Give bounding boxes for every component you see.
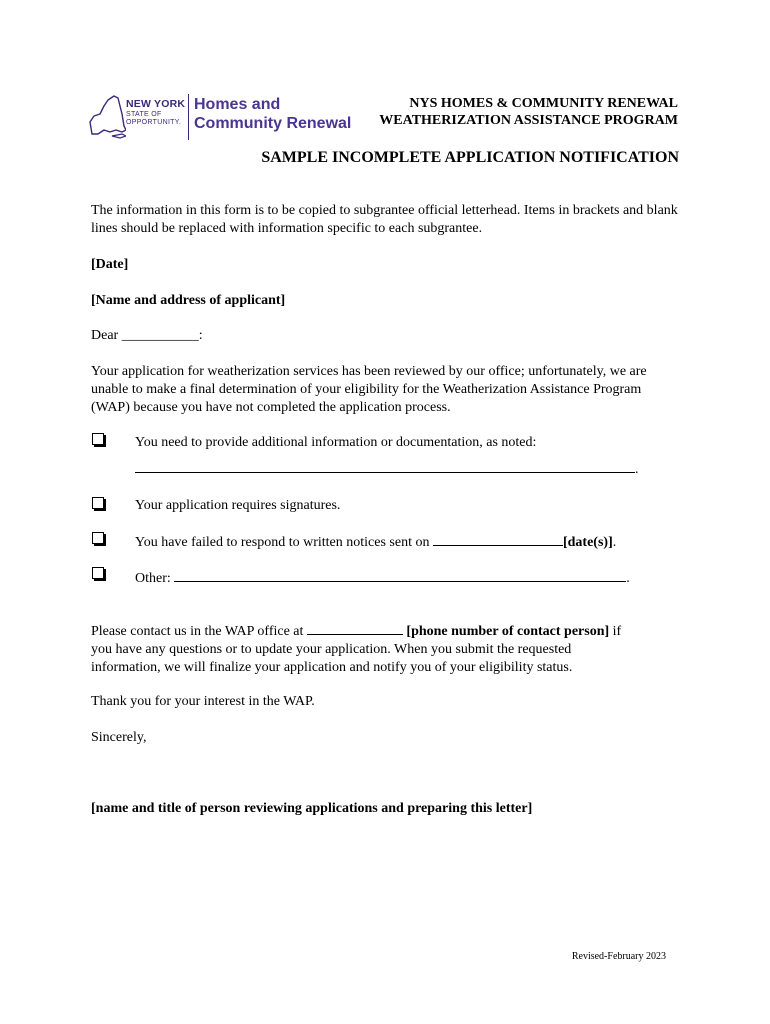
greeting: Dear ___________:: [91, 328, 203, 343]
revision-date: Revised-February 2023: [571, 951, 666, 962]
dates-placeholder: [date(s)]: [562, 535, 613, 550]
contact-line-3: information, we will finalize your application and notify you of your eligibility status.: [91, 660, 573, 675]
notes-blank-line: .: [135, 459, 639, 479]
other-blank-line: [174, 568, 626, 582]
logo-divider: [188, 94, 189, 140]
checklist-item-additional-info: You need to provide additional information or documentation, as noted:: [135, 435, 537, 450]
checklist-item-signatures: Your application requires signatures.: [135, 498, 341, 513]
contact-if: if: [612, 624, 622, 639]
checklist-item-other: Other: .: [135, 568, 630, 588]
applicant-placeholder: [Name and address of applicant]: [91, 293, 286, 308]
contact-text: Please contact us in the WAP office at: [91, 624, 304, 639]
other-label: Other:: [135, 571, 171, 586]
contact-paragraph: [91, 621, 681, 677]
checkbox-signatures[interactable]: [92, 497, 104, 509]
contact-line-2: you have any questions or to update your application. When you submit the requested: [91, 642, 572, 657]
agency-header: [379, 95, 678, 129]
failed-respond-text: You have failed to respond to written notices sent on: [135, 535, 430, 550]
review-paragraph: Your application for weatherization services has been reviewed by our office; unfortunately, we are unable to make a final determination of your eligibility for the Weatherization Assistance Program (WAP) because you have not completed the application process.: [91, 364, 647, 415]
logo-opportunity-text: OPPORTUNITY.: [126, 119, 182, 126]
signature-placeholder: [name and title of person reviewing applications and preparing this letter]: [91, 801, 533, 816]
intro-paragraph: The information in this form is to be copied to subgrantee official letterhead. Items in brackets and blank lines should be replaced with information specific to each subgrantee.: [91, 203, 678, 236]
nys-hcr-logo: [86, 92, 356, 142]
logo-community-renewal-text: Community Renewal: [194, 115, 352, 132]
date-blank-line: [433, 532, 563, 546]
program-name: WEATHERIZATION ASSISTANCE PROGRAM: [379, 113, 678, 128]
logo-state-of-text: STATE OF: [126, 111, 162, 118]
logo-homes-and-text: Homes and: [194, 96, 281, 113]
phone-placeholder: [phone number of contact person]: [406, 624, 610, 639]
agency-name: NYS HOMES & COMMUNITY RENEWAL: [409, 96, 678, 111]
phone-blank-line: [307, 621, 403, 635]
checklist-item-failed-respond: You have failed to respond to written notices sent on [date(s)].: [135, 532, 616, 552]
new-york-state-map-icon: [86, 92, 126, 142]
document-title: SAMPLE INCOMPLETE APPLICATION NOTIFICATION: [261, 149, 679, 166]
thanks-line: Thank you for your interest in the WAP.: [91, 694, 315, 709]
date-placeholder: [Date]: [91, 257, 129, 272]
closing: Sincerely,: [91, 730, 147, 745]
checkbox-other[interactable]: [92, 567, 104, 579]
checkbox-additional-info[interactable]: [92, 433, 104, 445]
logo-new-york-text: NEW YORK: [126, 98, 186, 110]
checkbox-failed-respond[interactable]: [92, 532, 104, 544]
